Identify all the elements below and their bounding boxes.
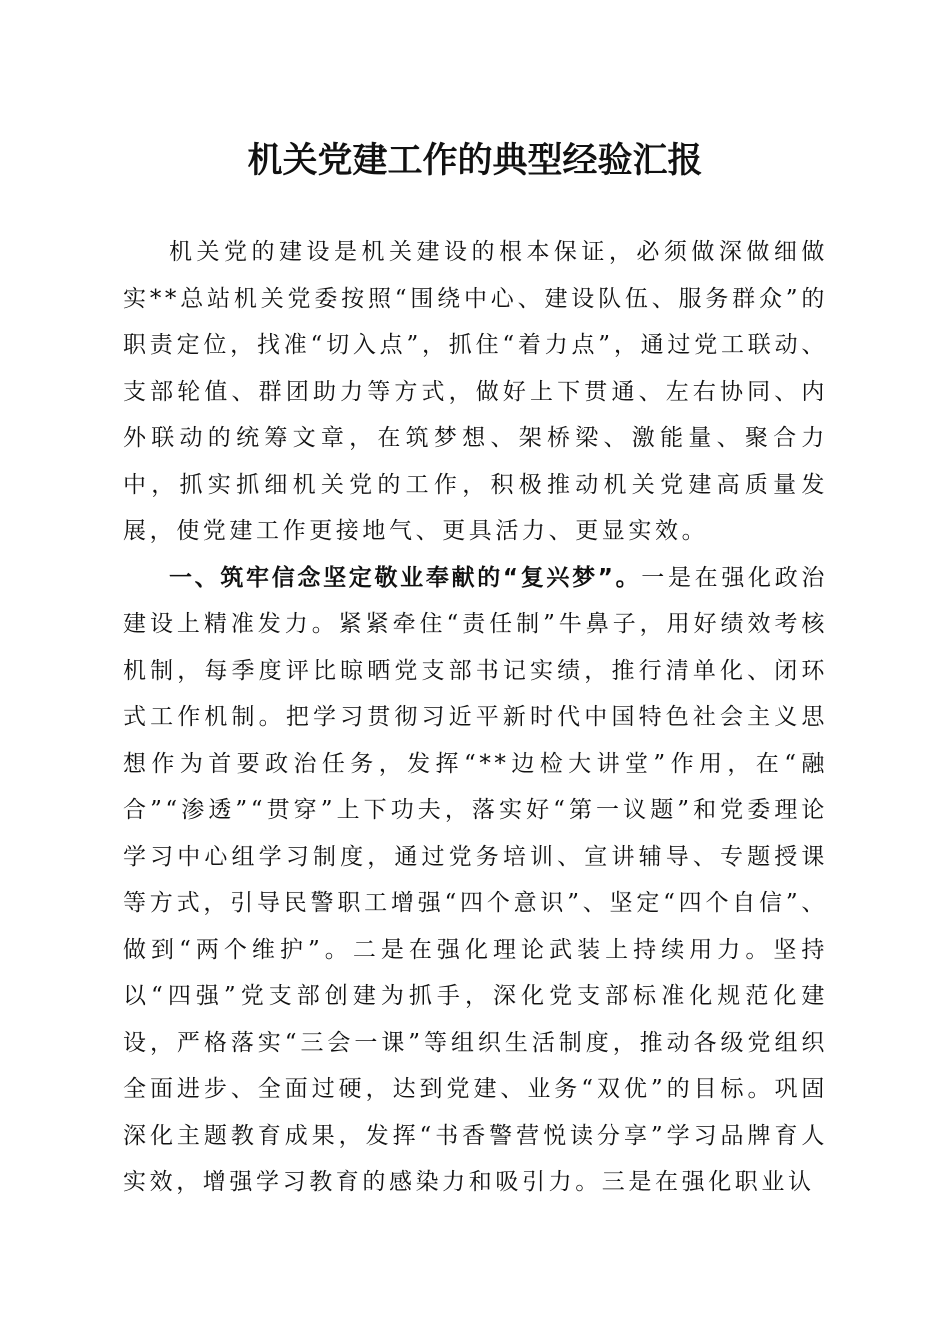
section-1-heading: 一、筑牢信念坚定敬业奉献的“复兴梦”。 bbox=[169, 564, 642, 591]
document-body bbox=[123, 229, 828, 1206]
section-1-text: 一是在强化政治建设上精准发力。紧紧牵住“责任制”牛鼻子，用好绩效考核机制，每季度评比晾晒党支部书记实绩，推行清单化、闭环式工作机制。把学习贯彻习近平新时代中国特色社会主义思想作为首要政治任务，发挥“**边检大讲堂”作用，在“融合”“渗透”“贯穿”上下功夫，落实好“第一议题”和党委理论学习中心组学习制度，通过党务培训、宣讲辅导、专题授课等方式，引导民警职工增强“四个意识”、坚定“四个自信”、做到“两个维护”。二是在强化理论武装上持续用力。坚持以“四强”党支部创建为抓手，深化党支部标准化规范化建设，严格落实“三会一课”等组织生活制度，推动各级党组织全面进步、全面过硬，达到党建、业务“双优”的目标。巩固深化主题教育成果，发挥“书香警营悦读分享”学习品牌育人实效，增强学习教育的感染力和吸引力。三是在强化职业认 bbox=[123, 564, 828, 1195]
intro-paragraph: 机关党的建设是机关建设的根本保证，必须做深做细做实**总站机关党委按照“围绕中心、建设队伍、服务群众”的职责定位，找准“切入点”，抓住“着力点”，通过党工联动、支部轮值、群团助力等方式，做好上下贯通、左右协同、内外联动的统筹文章，在筑梦想、架桥梁、激能量、聚合力中，抓实抓细机关党的工作，积极推动机关党建高质量发展，使党建工作更接地气、更具活力、更显实效。 bbox=[123, 239, 828, 544]
section-1-paragraph bbox=[123, 555, 828, 1206]
document-title: 机关党建工作的典型经验汇报 bbox=[247, 140, 703, 181]
